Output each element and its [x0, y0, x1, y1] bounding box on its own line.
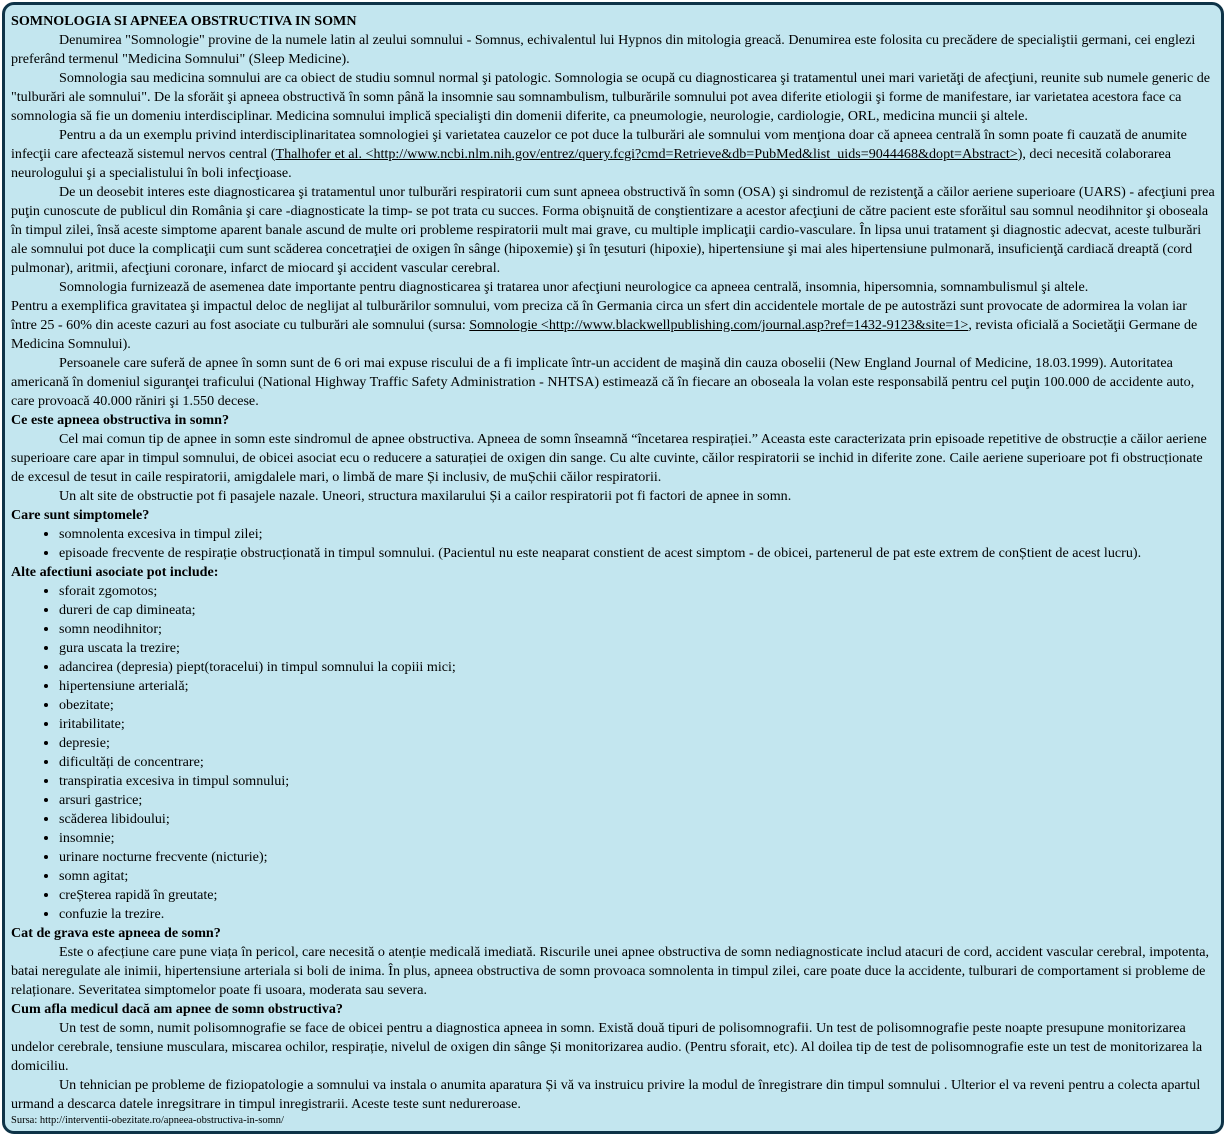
- paragraph-text: , revista oficială a Societăţii Germane de Medicina Somnului).: [11, 317, 1198, 352]
- list-item: • episoade frecvente de respirație obstrucționată in timpul somnului. (Pacientul nu este neaparat constient de acest simptom - de obicei, partenerul de pat este extrem de conȘtient de acest lucru).: [59, 544, 1215, 563]
- page-title: SOMNOLOGIA SI APNEEA OBSTRUCTIVA IN SOMN: [11, 13, 357, 29]
- paragraph: [11, 126, 1215, 183]
- list-item: • somnolenta excesiva in timpul zilei;: [59, 525, 1215, 544]
- paragraph: Cel mai comun tip de apnee in somn este sindromul de apnee obstructiva. Apneea de somn înseamnă “încetarea respirației.” Aceasta este caracterizata prin episoade repetitive de obstrucție a căilor aeriene superioare care apar in timpul somnului, de obicei asociat ecu o reducere a saturației de oxigen din sange. Cu alte cuvinte, căilor respiratorii se inchid in diferite zone. Caile aeriene superioare pot fi obstrucționate de excesul de tesut in caile respiratorii, amigdalele mari, o limbă de mare Și inclusiv, de muȘchii căilor respiratorii.: [11, 431, 1207, 485]
- list-item: • creȘterea rapidă în greutate;: [59, 886, 1215, 905]
- paragraph: Somnologia sau medicina somnului are ca obiect de studiu somnul normal şi patologic. Somnologia se ocupă cu diagnosticarea şi tratamentul unei mari varietăţi de afecţiuni, reunite sub numele generic de "tulburări ale somnului". De la sforăit şi apneea obstructivă în somn până la insomnie sau somnambulism, tulburările somnului pot avea diferite etiologii şi forme de manifestare, iar varietatea acestora face ca somnologia să fie un domeniu interdisciplinar. Medicina somnului implică specialişti din domenii diferite, ca pneumologie, neurologie, cardiologie, ORL, medicina muncii şi altele.: [11, 70, 1211, 124]
- section-heading: Cum afla medicul dacă am apnee de somn obstructiva?: [11, 1001, 343, 1017]
- associated-conditions-list: [11, 582, 1215, 924]
- article: [11, 12, 1215, 1127]
- section-heading: Care sunt simptomele?: [11, 507, 150, 523]
- paragraph: [11, 297, 1215, 354]
- list-item: • somn neodihnitor;: [59, 620, 1215, 639]
- source-note: Sursa: http://interventii-obezitate.ro/apneea-obstructiva-in-somn/: [11, 1115, 284, 1126]
- symptoms-list: [11, 525, 1215, 563]
- paragraph-text: ), deci necesită colaborarea neurologului şi a specialistului în boli infecţioase.: [11, 146, 1172, 181]
- paragraph-text: Pentru a exemplifica gravitatea şi impactul deloc de neglijat al tulburărilor somnului, vom preciza că în Germania circa un sfert din accidentele mortale de pe autostrăzi sunt provocate de adormirea la volan iar între 25 - 60% din aceste cazuri au fost asociate cu tulburări ale somnului (sursa:: [11, 298, 1187, 333]
- paragraph: Persoanele care suferă de apnee în somn sunt de 6 ori mai expuse riscului de a fi implicate într-un accident de maşină din cauza oboselii (New England Journal of Medicine, 18.03.1999). Autoritatea americană în domeniul siguranţei traficului (National Highway Traffic Safety Administration - NHTSA) estimează că în fiecare an oboseala la volan este responsabilă pentru cel puţin 100.000 de accidente auto, care provoacă 40.000 răniri şi 1.550 decese.: [11, 355, 1195, 409]
- list-item: • dureri de cap dimineata;: [59, 601, 1215, 620]
- section-heading: Alte afectiuni asociate pot include:: [11, 564, 219, 580]
- section-heading: Ce este apneea obstructiva in somn?: [11, 412, 230, 428]
- list-item: • hipertensiune arterială;: [59, 677, 1215, 696]
- paragraph: Un alt site de obstructie pot fi pasajele nazale. Uneori, structura maxilarului Și a cailor respiratorii pot fi factori de apnee in somn.: [59, 488, 792, 504]
- thalhofer-link[interactable]: Thalhofer et al. <http://www.ncbi.nlm.nih.gov/entrez/query.fcgi?cmd=Retrieve&db=PubMed&list_uids=9044468&dopt=Abstract>: [275, 146, 1018, 162]
- paragraph: Un tehnician pe probleme de fiziopatologie a somnului va instala o anumita aparatura Și vă va instruicu privire la modul de înregistrare din timpul somnului . Ulterior el va reveni pentru a colecta apartul urmand a descarca datele inregsitrare in timpul inregistrarii. Aceste teste sunt nedureroase.: [11, 1077, 1201, 1112]
- list-item: • obezitate;: [59, 696, 1215, 715]
- list-item: • transpiratia excesiva in timpul somnului;: [59, 772, 1215, 791]
- list-item: • adancirea (depresia) piept(toracelui) in timpul somnului la copiii mici;: [59, 658, 1215, 677]
- list-item: • somn agitat;: [59, 867, 1215, 886]
- content-panel: [2, 2, 1224, 1134]
- section-heading: Cat de grava este apneea de somn?: [11, 925, 221, 941]
- list-item: • iritabilitate;: [59, 715, 1215, 734]
- list-item: • arsuri gastrice;: [59, 791, 1215, 810]
- paragraph: Este o afecțiune care pune viața în pericol, care necesită o atenție medicală imediată. Riscurile unei apnee obstructiva de somn nediagnosticate includ atacuri de cord, accident vascular cerebral, impotenta, batai neregulate ale inimii, hipertensiune arteriala si boli de inima. În plus, apneea obstructiva de somn provoaca somnolenta in timpul zilei, care poate duce la accidente, tulburari de comportament si probleme de relaționare. Severitatea simptomelor poate fi usoara, moderata sau severa.: [11, 944, 1210, 998]
- paragraph-text: Pentru a da un exemplu privind interdisciplinaritatea somnologiei şi varietatea cauzelor ce pot duce la tulburări ale somnului vom menţiona doar că apneea centrală în somn poate fi cauzată de anumite infecţii care afectează sistemul nervos central (: [11, 127, 1187, 162]
- list-item: • confuzie la trezire.: [59, 905, 1215, 924]
- list-item: • sforait zgomotos;: [59, 582, 1215, 601]
- list-item: • gura uscata la trezire;: [59, 639, 1215, 658]
- paragraph: Denumirea "Somnologie" provine de la numele latin al zeului somnului - Somnus, echivalentul lui Hypnos din mitologia greacă. Denumirea este folosita cu precădere de specialiştii germani, cei englezi preferând termenul "Medicina Somnului" (Sleep Medicine).: [11, 32, 1196, 67]
- paragraph: Somnologia furnizează de asemenea date importante pentru diagnosticarea şi tratarea unor afecţiuni neurologice ca apneea centrală, insomnia, hipersomnia, somnambulismul şi altele.: [59, 279, 1089, 295]
- list-item: • dificultăți de concentrare;: [59, 753, 1215, 772]
- paragraph: De un deosebit interes este diagnosticarea şi tratamentul unor tulburări respiratorii cum sunt apneea obstructivă în somn (OSA) şi sindromul de rezistenţă a căilor aeriene superioare (UARS) - afecţiuni prea puţin cunoscute de publicul din România şi care -diagnosticate la timp- se pot trata cu succes. Forma obişnuită de conştientizare a acestor afecţiuni de către pacient este sforăitul sau somnul neodihnitor şi oboseala în timpul zilei, însă aceste simptome aparent banale ascund de multe ori probleme respiratorii mult mai grave, cu multiple implicaţii cardio-vasculare. În lipsa unui tratament şi diagnostic adecvat, aceste tulburări ale somnului pot duce la complicaţii cum sunt scăderea concetraţiei de oxigen în sânge (hipoxemie) şi în ţesuturi (hipoxie), hipertensiune şi mai ales hipertensiune pulmonară, insuficienţă cardiacă dreaptă (cord pulmonar), aritmii, afecţiuni coronare, infarct de miocard şi accident vascular cerebral.: [11, 184, 1215, 276]
- somnologie-link[interactable]: Somnologie <http://www.blackwellpublishing.com/journal.asp?ref=1432-9123&site=1>: [469, 317, 969, 333]
- paragraph: Un test de somn, numit polisomnografie se face de obicei pentru a diagnostica apneea in somn. Există două tipuri de polisomnografii. Un test de polisomnografie peste noapte presupune monitorizarea undelor cerebrale, tensiune musculara, miscarea ochilor, respirație, nivelul de oxigen din sânge Și monitorizarea audio. (Pentru sforait, etc). Al doilea tip de test de polisomnografie este un test de monitorizarea la domiciliu.: [11, 1020, 1203, 1074]
- list-item: • scăderea libidoului;: [59, 810, 1215, 829]
- list-item: • urinare nocturne frecvente (nicturie);: [59, 848, 1215, 867]
- list-item: • depresie;: [59, 734, 1215, 753]
- list-item: • insomnie;: [59, 829, 1215, 848]
